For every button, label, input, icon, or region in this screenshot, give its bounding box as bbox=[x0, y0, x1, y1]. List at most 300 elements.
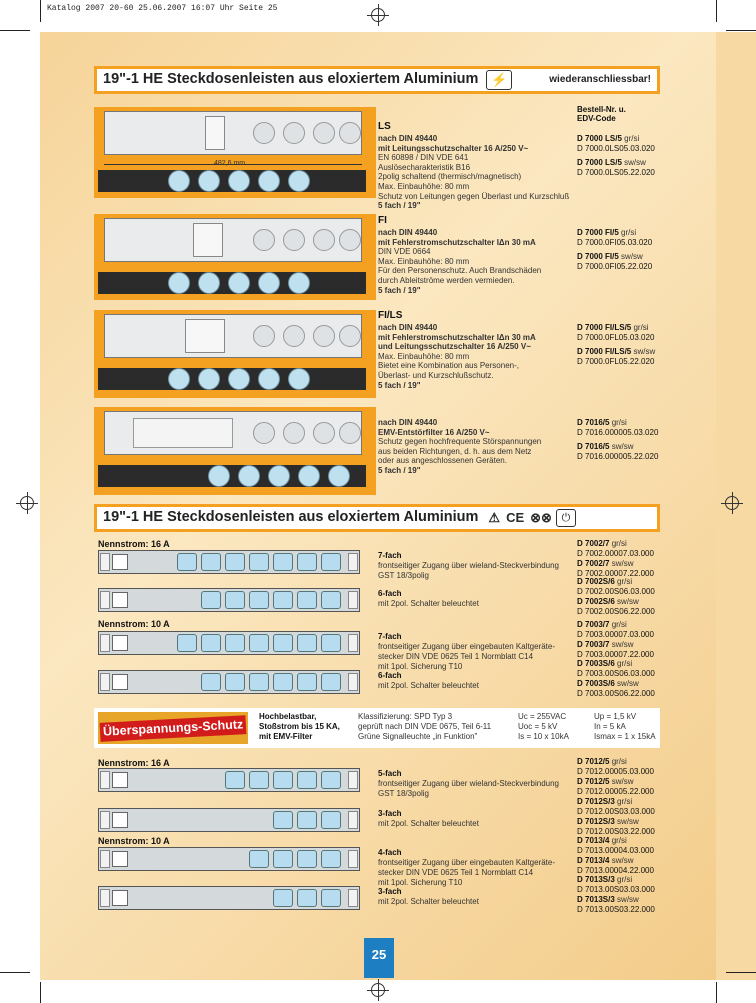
product-spec-line: Auslösecharakteristik B16 bbox=[378, 162, 471, 172]
product-image-fi bbox=[94, 214, 376, 300]
color-variant: sw/sw bbox=[621, 158, 646, 167]
order-code bbox=[577, 252, 643, 262]
outlet-icon bbox=[288, 272, 310, 294]
socket-icon bbox=[297, 811, 317, 829]
order-code bbox=[577, 539, 627, 549]
product-spec-line: 5 fach / 19" bbox=[378, 201, 421, 211]
plug-icon: ⏻ bbox=[556, 509, 576, 527]
power-strip-black bbox=[98, 465, 366, 487]
power-strip-silver bbox=[104, 314, 362, 358]
product-spec-line: Max. Einbauhöhe: 80 mm bbox=[378, 256, 470, 266]
order-code bbox=[577, 875, 632, 885]
product-spec-line: oder aus angeschlossenen Geräten. bbox=[378, 456, 507, 466]
product-spec-line: nach DIN 49440 bbox=[378, 418, 438, 427]
power-strip-silver bbox=[104, 111, 362, 155]
order-number: D 7000 LS/5 bbox=[577, 158, 622, 167]
crop-mark bbox=[0, 30, 30, 31]
order-number: D 7000 LS/5 bbox=[577, 134, 622, 143]
order-code bbox=[577, 357, 654, 367]
outlet-icon bbox=[283, 229, 305, 251]
variant-head: 3-fach bbox=[378, 809, 402, 818]
order-code bbox=[577, 620, 627, 630]
order-code bbox=[577, 549, 654, 559]
order-number: D 7013/4 bbox=[577, 856, 610, 865]
surge-class: Grüne Signalleuchte „in Funktion" bbox=[358, 732, 478, 741]
color-variant: gr/si bbox=[614, 577, 633, 586]
variant-description: frontseitiger Zugang über eingebauten Kaltgeräte- bbox=[378, 642, 556, 651]
mounting-ear bbox=[348, 771, 358, 789]
order-number: D 7002.00007.22.000 bbox=[577, 569, 654, 578]
mounting-ear bbox=[348, 673, 358, 691]
product-spec-line: Max. Einbauhöhe: 80 mm bbox=[378, 182, 470, 191]
page-number: 25 bbox=[364, 938, 394, 978]
rack-power-strip bbox=[98, 550, 360, 574]
power-strip-black bbox=[98, 368, 366, 390]
outlet-icon bbox=[228, 170, 250, 192]
socket-icon bbox=[321, 811, 341, 829]
order-code bbox=[577, 333, 654, 343]
outlet-icon bbox=[313, 422, 335, 444]
mounting-ear bbox=[100, 591, 110, 609]
rack-power-strip bbox=[98, 886, 360, 910]
order-number: D 7016.000005.22.020 bbox=[577, 452, 659, 461]
mounting-ear bbox=[348, 850, 358, 868]
product-spec-line: Überlast- und Kurzschlußschutz. bbox=[378, 371, 494, 380]
mounting-ear bbox=[100, 889, 110, 907]
order-code bbox=[577, 807, 655, 817]
order-code bbox=[577, 669, 655, 679]
socket-icon bbox=[321, 673, 341, 691]
registration-mark-icon bbox=[371, 8, 385, 22]
outlet-icon bbox=[253, 122, 275, 144]
socket-icon bbox=[297, 591, 317, 609]
product-spec-line: DIN VDE 0664 bbox=[378, 247, 431, 257]
order-code bbox=[577, 640, 633, 650]
outlet-icon bbox=[258, 368, 280, 390]
product-spec-line: 5 fach / 19" bbox=[378, 380, 421, 390]
crop-mark bbox=[716, 0, 717, 22]
outlet-icon bbox=[228, 272, 250, 294]
socket-icon bbox=[273, 889, 293, 907]
outlet-icon bbox=[253, 325, 275, 347]
mounting-ear bbox=[100, 553, 110, 571]
variant-description: GST 18/3polig bbox=[378, 571, 429, 580]
outlet-icon bbox=[339, 422, 361, 444]
order-header: Bestell-Nr. u. bbox=[577, 105, 626, 114]
outlet-icon bbox=[198, 272, 220, 294]
order-code bbox=[577, 418, 627, 428]
color-variant: gr/si bbox=[621, 134, 640, 143]
rack-power-strip bbox=[98, 847, 360, 871]
color-variant: sw/sw bbox=[618, 252, 643, 261]
variant-head: 7-fach bbox=[378, 632, 402, 641]
mounting-ear bbox=[348, 591, 358, 609]
socket-icon bbox=[297, 634, 317, 652]
product-spec-line: Schutz von Leitungen gegen Überlast und Kurzschluß bbox=[378, 191, 570, 201]
outlet-icon bbox=[339, 229, 361, 251]
order-code bbox=[577, 238, 652, 248]
color-variant: sw/sw bbox=[609, 559, 634, 568]
order-code bbox=[577, 428, 658, 438]
brand-label bbox=[112, 635, 128, 651]
outlet-icon bbox=[168, 170, 190, 192]
rack-power-strip bbox=[98, 768, 360, 792]
rated-current-label: Nennstrom: 10 A bbox=[98, 836, 170, 846]
outlet-icon bbox=[288, 368, 310, 390]
product-image-emv bbox=[94, 407, 376, 495]
brand-label bbox=[112, 554, 128, 570]
product-spec-line: mit Fehlerstromschutzschalter IΔn 30 mA bbox=[378, 332, 536, 342]
brand-label bbox=[112, 890, 128, 906]
crop-mark bbox=[716, 982, 717, 1003]
product-spec-line: und Leitungsschutzschalter 16 A/250 V~ bbox=[378, 342, 531, 352]
crop-mark bbox=[40, 982, 41, 1003]
outlet-icon bbox=[198, 368, 220, 390]
mounting-ear bbox=[100, 811, 110, 829]
order-number: D 7013S/3 bbox=[577, 895, 615, 904]
order-code bbox=[577, 577, 632, 587]
order-number: D 7012.00S03.03.000 bbox=[577, 807, 655, 816]
ce-mark-icon: CE bbox=[506, 510, 525, 526]
outlet-icon bbox=[288, 170, 310, 192]
vde-mark-icon: ⊗⊗ bbox=[530, 510, 552, 526]
order-number: D 7002S/6 bbox=[577, 577, 615, 586]
rated-current-label: Nennstrom: 16 A bbox=[98, 758, 170, 768]
section-header bbox=[94, 504, 660, 532]
socket-icon bbox=[273, 771, 293, 789]
order-number: D 7013S/3 bbox=[577, 875, 615, 884]
order-number: D 7003S/6 bbox=[577, 679, 615, 688]
color-variant: sw/sw bbox=[614, 679, 639, 688]
order-code bbox=[577, 817, 639, 827]
order-number: D 7016.000005.03.020 bbox=[577, 428, 659, 437]
order-code bbox=[577, 323, 649, 333]
order-number: D 7013.00004.22.000 bbox=[577, 866, 654, 875]
variant-description: mit 2pol. Schalter beleuchtet bbox=[378, 681, 479, 690]
order-code bbox=[577, 158, 646, 168]
outlet-icon bbox=[313, 325, 335, 347]
registration-mark-icon bbox=[371, 983, 385, 997]
socket-icon bbox=[225, 673, 245, 691]
outlet-icon bbox=[253, 229, 275, 251]
order-number: D 7003.00S06.03.000 bbox=[577, 669, 655, 678]
socket-icon bbox=[321, 591, 341, 609]
color-variant: gr/si bbox=[614, 875, 633, 884]
rack-power-strip bbox=[98, 588, 360, 612]
brand-label bbox=[112, 812, 128, 828]
variant-description: mit 2pol. Schalter beleuchtet bbox=[378, 819, 479, 828]
order-code bbox=[577, 905, 655, 915]
outlet-icon bbox=[258, 272, 280, 294]
product-spec-line: Bietet eine Kombination aus Personen-, bbox=[378, 361, 519, 371]
surge-value: Is = 10 x 10kA bbox=[518, 732, 569, 741]
surge-banner-text: Überspannungs-Schutz bbox=[99, 715, 246, 742]
surge-banner bbox=[98, 712, 248, 744]
breaker-switch bbox=[205, 116, 225, 150]
order-code bbox=[577, 767, 654, 777]
outlet-icon bbox=[253, 422, 275, 444]
plug-icon: ⚡ bbox=[486, 70, 512, 90]
surge-value: Up = 1,5 kV bbox=[594, 712, 637, 721]
outlet-icon bbox=[168, 368, 190, 390]
outlet-icon bbox=[283, 422, 305, 444]
combo-switch bbox=[185, 319, 225, 353]
order-number: D 7016/5 bbox=[577, 418, 610, 427]
socket-icon bbox=[249, 673, 269, 691]
rated-current-label: Nennstrom: 16 A bbox=[98, 539, 170, 549]
rack-power-strip bbox=[98, 670, 360, 694]
order-number: D 7003S/6 bbox=[577, 659, 615, 668]
order-code bbox=[577, 228, 636, 238]
order-number: D 7000 FI/5 bbox=[577, 228, 619, 237]
outlet-icon bbox=[339, 122, 361, 144]
order-code bbox=[577, 679, 639, 689]
order-code bbox=[577, 607, 655, 617]
order-number: D 7012.00005.03.000 bbox=[577, 767, 654, 776]
socket-icon bbox=[273, 634, 293, 652]
socket-icon bbox=[297, 553, 317, 571]
variant-description: frontseitiger Zugang über wieland-Steckverbindung bbox=[378, 779, 559, 788]
order-code bbox=[577, 787, 654, 797]
socket-icon bbox=[321, 771, 341, 789]
color-variant: sw/sw bbox=[614, 895, 639, 904]
mounting-ear bbox=[100, 771, 110, 789]
outlet-icon bbox=[258, 170, 280, 192]
order-number: D 7013.00004.03.000 bbox=[577, 846, 654, 855]
variant-head: 4-fach bbox=[378, 848, 402, 857]
product-spec-line: aus beiden Richtungen, d. h. aus dem Netz bbox=[378, 446, 532, 456]
variant-head: 5-fach bbox=[378, 769, 402, 778]
brand-label bbox=[112, 851, 128, 867]
order-number: D 7000.0LS05.22.020 bbox=[577, 168, 655, 177]
color-variant: gr/si bbox=[609, 620, 627, 629]
socket-icon bbox=[249, 634, 269, 652]
emv-filter-module bbox=[133, 418, 233, 448]
product-spec-line: nach DIN 49440 bbox=[378, 228, 438, 237]
socket-icon bbox=[273, 553, 293, 571]
mounting-ear bbox=[348, 553, 358, 571]
order-number: D 7002.00007.03.000 bbox=[577, 549, 654, 558]
socket-icon bbox=[177, 634, 197, 652]
socket-icon bbox=[201, 591, 221, 609]
order-number: D 7002/7 bbox=[577, 559, 610, 568]
order-number: D 7003/7 bbox=[577, 620, 610, 629]
variant-description: stecker DIN VDE 0625 Teil 1 Normblatt C14 bbox=[378, 868, 534, 877]
order-number: D 7000 FI/LS/5 bbox=[577, 323, 632, 332]
order-number: D 7000 FI/5 bbox=[577, 252, 619, 261]
mounting-ear bbox=[348, 811, 358, 829]
order-number: D 7002.00S06.22.000 bbox=[577, 607, 655, 616]
product-name: FI/LS bbox=[378, 310, 403, 321]
socket-icon bbox=[249, 850, 269, 868]
outlet-icon bbox=[283, 325, 305, 347]
outlet-icon bbox=[313, 229, 335, 251]
order-code bbox=[577, 856, 633, 866]
variant-head: 6-fach bbox=[378, 671, 402, 680]
color-variant: sw/sw bbox=[614, 597, 639, 606]
rack-power-strip bbox=[98, 808, 360, 832]
power-strip-black bbox=[98, 272, 366, 294]
socket-icon bbox=[249, 771, 269, 789]
order-code bbox=[577, 630, 654, 640]
product-spec-line: EN 60898 / DIN VDE 641 bbox=[378, 153, 469, 163]
order-number: D 7000.0LS05.03.020 bbox=[577, 144, 655, 153]
socket-icon bbox=[201, 673, 221, 691]
order-number: D 7000.0FL05.22.020 bbox=[577, 357, 655, 366]
order-code bbox=[577, 777, 633, 787]
socket-icon bbox=[249, 591, 269, 609]
outlet-icon bbox=[168, 272, 190, 294]
crop-mark bbox=[40, 0, 41, 22]
color-variant: sw/sw bbox=[609, 640, 634, 649]
variant-description: mit 2pol. Schalter beleuchtet bbox=[378, 897, 479, 906]
order-code bbox=[577, 347, 655, 357]
order-number: D 7012.00S03.22.000 bbox=[577, 827, 655, 836]
product-spec-line: EMV-Entstörfilter 16 A/250 V~ bbox=[378, 427, 490, 437]
socket-icon bbox=[321, 889, 341, 907]
product-spec-line: 2polig schaltend (thermisch/magnetisch) bbox=[378, 172, 522, 182]
outlet-icon bbox=[268, 465, 290, 487]
order-code bbox=[577, 836, 627, 846]
print-slug: Katalog 2007 20-60 25.06.2007 16:07 Uhr Seite 25 bbox=[47, 4, 278, 13]
variant-head: 7-fach bbox=[378, 551, 402, 560]
order-code bbox=[577, 134, 639, 144]
socket-icon bbox=[321, 850, 341, 868]
order-code bbox=[577, 885, 655, 895]
surge-spec: Stoßstrom bis 15 KA, bbox=[259, 722, 340, 731]
socket-icon bbox=[249, 553, 269, 571]
power-strip-silver bbox=[104, 218, 362, 262]
surge-value: In = 5 kA bbox=[594, 722, 626, 731]
dimension-line bbox=[104, 164, 362, 165]
socket-icon bbox=[201, 634, 221, 652]
product-image-ls bbox=[94, 107, 376, 198]
color-variant: sw/sw bbox=[609, 856, 634, 865]
order-code bbox=[577, 168, 655, 178]
variant-head: 3-fach bbox=[378, 887, 402, 896]
surge-value: Uc = 255VAC bbox=[518, 712, 567, 721]
socket-icon bbox=[297, 673, 317, 691]
variant-head: 6-fach bbox=[378, 589, 402, 598]
color-variant: gr/si bbox=[631, 323, 649, 332]
surge-class: geprüft nach DIN VDE 0675, Teil 6-11 bbox=[358, 722, 492, 731]
product-name: LS bbox=[378, 121, 391, 132]
power-strip-black bbox=[98, 170, 366, 192]
outlet-icon bbox=[328, 465, 350, 487]
order-number: D 7003/7 bbox=[577, 640, 610, 649]
crop-mark bbox=[0, 972, 30, 973]
color-variant: gr/si bbox=[609, 418, 627, 427]
color-variant: gr/si bbox=[614, 797, 633, 806]
surge-protection-box bbox=[94, 708, 660, 748]
color-variant: gr/si bbox=[609, 757, 627, 766]
section-title: 19"-1 HE Steckdosenleisten aus eloxiertem Aluminium bbox=[103, 509, 479, 526]
outlet-icon bbox=[283, 122, 305, 144]
product-image-fils bbox=[94, 310, 376, 398]
outlet-icon bbox=[313, 122, 335, 144]
power-strip-silver bbox=[104, 411, 362, 455]
order-number: D 7003.00007.22.000 bbox=[577, 650, 654, 659]
order-code bbox=[577, 559, 633, 569]
socket-icon bbox=[297, 889, 317, 907]
mounting-ear bbox=[100, 673, 110, 691]
section-title: 19"-1 HE Steckdosenleisten aus eloxiertem Aluminium bbox=[103, 71, 479, 88]
variant-description: frontseitiger Zugang über eingebauten Kaltgeräte- bbox=[378, 858, 556, 867]
socket-icon bbox=[297, 771, 317, 789]
color-variant: gr/si bbox=[609, 836, 627, 845]
order-number: D 7012/5 bbox=[577, 777, 610, 786]
product-spec-line: mit Fehlerstromschutzschalter IΔn 30 mA bbox=[378, 237, 536, 247]
socket-icon bbox=[225, 553, 245, 571]
order-number: D 7012S/3 bbox=[577, 797, 615, 806]
order-number: D 7013/4 bbox=[577, 836, 610, 845]
order-number: D 7000.0FL05.03.020 bbox=[577, 333, 655, 342]
mounting-ear bbox=[348, 634, 358, 652]
order-code bbox=[577, 144, 655, 154]
registration-mark-icon bbox=[725, 496, 739, 510]
socket-icon bbox=[321, 553, 341, 571]
rcd-switch bbox=[193, 223, 223, 257]
mounting-ear bbox=[100, 634, 110, 652]
product-spec-line: durch Ableitströme werden vermieden. bbox=[378, 276, 515, 285]
color-variant: gr/si bbox=[609, 539, 627, 548]
order-code bbox=[577, 597, 639, 607]
order-code bbox=[577, 442, 633, 452]
order-code bbox=[577, 587, 655, 597]
outlet-icon bbox=[208, 465, 230, 487]
product-spec-line: 5 fach / 19" bbox=[378, 466, 421, 475]
outlet-icon bbox=[238, 465, 260, 487]
color-variant: sw/sw bbox=[609, 777, 634, 786]
section-header bbox=[94, 66, 660, 94]
socket-icon bbox=[177, 553, 197, 571]
socket-icon bbox=[225, 771, 245, 789]
variant-description: mit 1pol. Sicherung T10 bbox=[378, 878, 463, 887]
socket-icon bbox=[273, 673, 293, 691]
product-name: FI bbox=[378, 215, 387, 226]
socket-icon bbox=[297, 850, 317, 868]
order-number: D 7000.0FI05.22.020 bbox=[577, 262, 653, 271]
order-number: D 7013.00S03.22.000 bbox=[577, 905, 655, 914]
order-number: D 7003.00007.03.000 bbox=[577, 630, 654, 639]
socket-icon bbox=[201, 553, 221, 571]
product-spec-line: nach DIN 49440 bbox=[378, 323, 438, 332]
order-number: D 7002S/6 bbox=[577, 597, 615, 606]
order-number: D 7003.00S06.22.000 bbox=[577, 689, 655, 698]
product-spec-line: Max. Einbauhöhe: 80 mm bbox=[378, 351, 470, 361]
product-spec-line: Schutz gegen hochfrequente Störspannungen bbox=[378, 437, 542, 447]
brand-label bbox=[112, 772, 128, 788]
order-number: D 7002/7 bbox=[577, 539, 610, 548]
color-variant: sw/sw bbox=[631, 347, 656, 356]
product-spec-line: nach DIN 49440 bbox=[378, 134, 438, 143]
crop-mark bbox=[726, 972, 756, 973]
order-code bbox=[577, 846, 654, 856]
outlet-icon bbox=[298, 465, 320, 487]
variant-description: mit 1pol. Sicherung T10 bbox=[378, 662, 463, 671]
socket-icon bbox=[321, 634, 341, 652]
surge-spec: mit EMV-Filter bbox=[259, 732, 313, 741]
registration-mark-icon bbox=[20, 496, 34, 510]
socket-icon bbox=[273, 591, 293, 609]
surge-spec: Hochbelastbar, bbox=[259, 712, 317, 721]
order-code bbox=[577, 757, 627, 767]
brand-label bbox=[112, 592, 128, 608]
order-code bbox=[577, 262, 652, 272]
crop-mark bbox=[726, 30, 756, 31]
order-number: D 7016/5 bbox=[577, 442, 610, 451]
order-number: D 7012S/3 bbox=[577, 817, 615, 826]
